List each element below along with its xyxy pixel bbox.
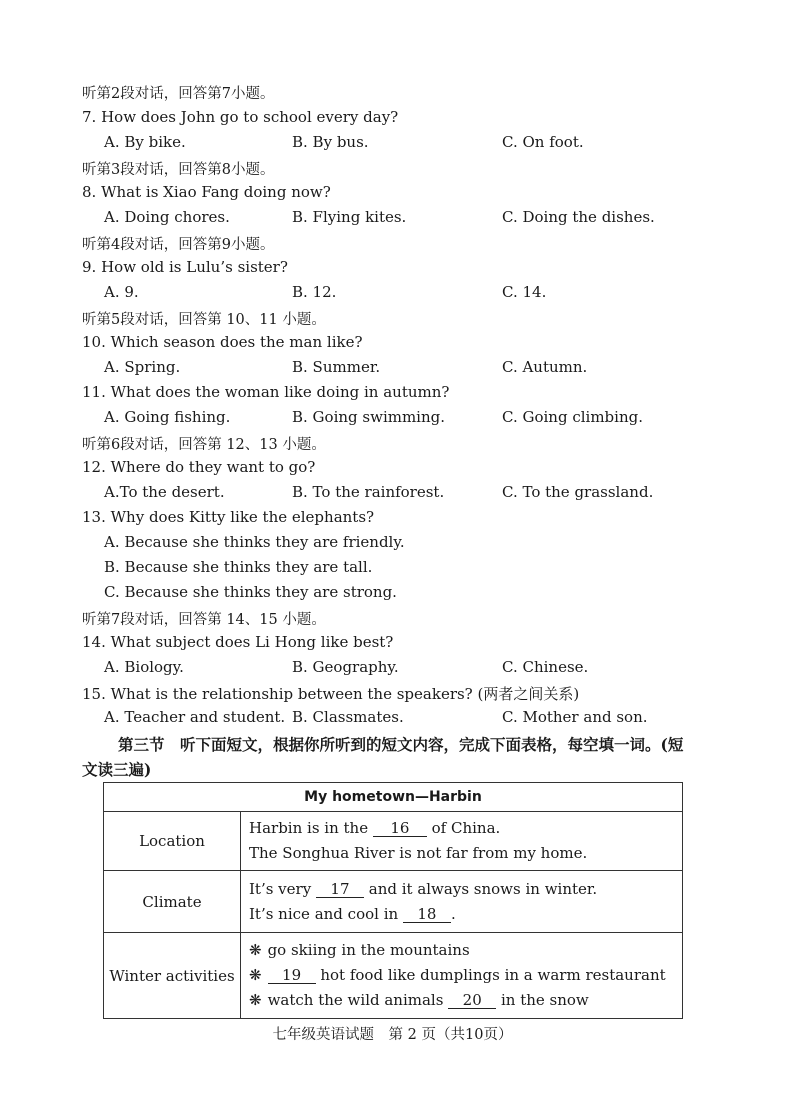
- location-line-2: The Songhua River is not far from my home.: [249, 844, 588, 862]
- q11-option-c: C. Going climbing.: [502, 408, 643, 426]
- blank-18[interactable]: 18: [403, 906, 451, 923]
- q11-option-a: A. Going fishing.: [104, 408, 231, 426]
- q9-option-a: A. 9.: [104, 283, 139, 301]
- winter-a1-text: go skiing in the mountains: [267, 941, 470, 959]
- q15-option-c: C. Mother and son.: [502, 708, 648, 726]
- question-7: 7. How does John go to school every day?: [82, 108, 399, 126]
- winter-label: Winter activities: [104, 933, 241, 1019]
- question-8: 8. What is Xiao Fang doing now?: [82, 183, 331, 201]
- star-bullet-icon: ❋: [249, 966, 262, 984]
- winter-a3-post: in the snow: [500, 991, 589, 1009]
- q13-option-a: A. Because she thinks they are friendly.: [104, 533, 405, 551]
- climate-label: Climate: [104, 871, 241, 933]
- instruction-dialogue-5: 听第5段对话，回答第 10、11 小题。: [82, 312, 326, 328]
- hometown-table: [103, 782, 683, 1019]
- winter-content: [241, 933, 683, 1019]
- instruction-dialogue-7: 听第7段对话，回答第 14、15 小题。: [82, 612, 326, 628]
- q14-option-c: C. Chinese.: [502, 658, 589, 676]
- location-line-1: [249, 816, 674, 841]
- winter-a2-text: hot food like dumplings in a warm restaurant: [320, 966, 666, 984]
- question-9: 9. How old is Lulu’s sister?: [82, 258, 288, 276]
- location-l1-pre: Harbin is in the: [249, 819, 369, 837]
- q12-option-b: B. To the rainforest.: [292, 483, 445, 501]
- climate-line-1: [249, 877, 674, 902]
- climate-content: [241, 871, 683, 933]
- location-label: Location: [104, 812, 241, 871]
- table-title: My hometown—Harbin: [104, 783, 683, 812]
- q13-option-c: C. Because she thinks they are strong.: [104, 583, 397, 601]
- instruction-dialogue-6: 听第6段对话，回答第 12、13 小题。: [82, 437, 326, 453]
- climate-line-2: [249, 902, 674, 927]
- winter-activity-3: [249, 988, 674, 1013]
- q7-option-c: C. On foot.: [502, 133, 584, 151]
- climate-l2-post: .: [450, 904, 456, 923]
- location-content: [241, 812, 683, 871]
- blank-16[interactable]: 16: [373, 820, 427, 837]
- q13-option-b: B. Because she thinks they are tall.: [104, 558, 373, 576]
- winter-a3-pre: watch the wild animals: [267, 991, 444, 1009]
- blank-19[interactable]: 19: [268, 967, 316, 984]
- q12-option-a: A.To the desert.: [104, 483, 225, 501]
- q15-option-b: B. Classmates.: [292, 708, 404, 726]
- q9-option-c: C. 14.: [502, 283, 547, 301]
- question-14: 14. What subject does Li Hong like best?: [82, 633, 394, 651]
- q14-option-a: A. Biology.: [104, 658, 184, 676]
- question-11: 11. What does the woman like doing in autumn?: [82, 383, 450, 401]
- q7-option-b: B. By bus.: [292, 133, 369, 151]
- q8-option-a: A. Doing chores.: [104, 208, 230, 226]
- q14-option-b: B. Geography.: [292, 658, 399, 676]
- q8-option-c: C. Doing the dishes.: [502, 208, 655, 226]
- question-12: 12. Where do they want to go?: [82, 458, 316, 476]
- climate-l1-pre: It’s very: [249, 879, 312, 898]
- q9-option-b: B. 12.: [292, 283, 337, 301]
- instruction-dialogue-4: 听第4段对话，回答第9小题。: [82, 237, 275, 253]
- blank-20[interactable]: 20: [448, 992, 496, 1009]
- climate-l1-post: and it always snows in winter.: [368, 879, 598, 898]
- question-15: 15. What is the relationship between the speakers? (两者之间关系): [82, 685, 580, 703]
- section-3-heading: 第三节 听下面短文，根据你所听到的短文内容，完成下面表格，每空填一词。(短文读三遍): [82, 735, 684, 779]
- winter-activity-1: [249, 938, 674, 963]
- location-l1-post: of China.: [431, 819, 501, 837]
- climate-l2-pre: It’s nice and cool in: [249, 904, 399, 923]
- q11-option-b: B. Going swimming.: [292, 408, 446, 426]
- table-row-location: [104, 812, 683, 871]
- q10-option-c: C. Autumn.: [502, 358, 588, 376]
- table-row-winter: [104, 933, 683, 1019]
- instruction-dialogue-2: 听第2段对话，回答第7小题。: [82, 86, 275, 102]
- q8-option-b: B. Flying kites.: [292, 208, 407, 226]
- q12-option-c: C. To the grassland.: [502, 483, 654, 501]
- star-bullet-icon: ❋: [249, 991, 262, 1009]
- page-footer: 七年级英语试题 第 2 页（共10页）: [272, 1027, 513, 1043]
- instruction-dialogue-3: 听第3段对话，回答第8小题。: [82, 162, 275, 178]
- q10-option-b: B. Summer.: [292, 358, 381, 376]
- winter-activity-2: [249, 963, 674, 988]
- question-13: 13. Why does Kitty like the elephants?: [82, 508, 375, 526]
- question-10: 10. Which season does the man like?: [82, 333, 363, 351]
- q10-option-a: A. Spring.: [104, 358, 181, 376]
- q7-option-a: A. By bike.: [104, 133, 186, 151]
- q15-option-a: A. Teacher and student.: [104, 708, 286, 726]
- blank-17[interactable]: 17: [316, 881, 364, 898]
- table-row-climate: [104, 871, 683, 933]
- star-bullet-icon: ❋: [249, 941, 262, 959]
